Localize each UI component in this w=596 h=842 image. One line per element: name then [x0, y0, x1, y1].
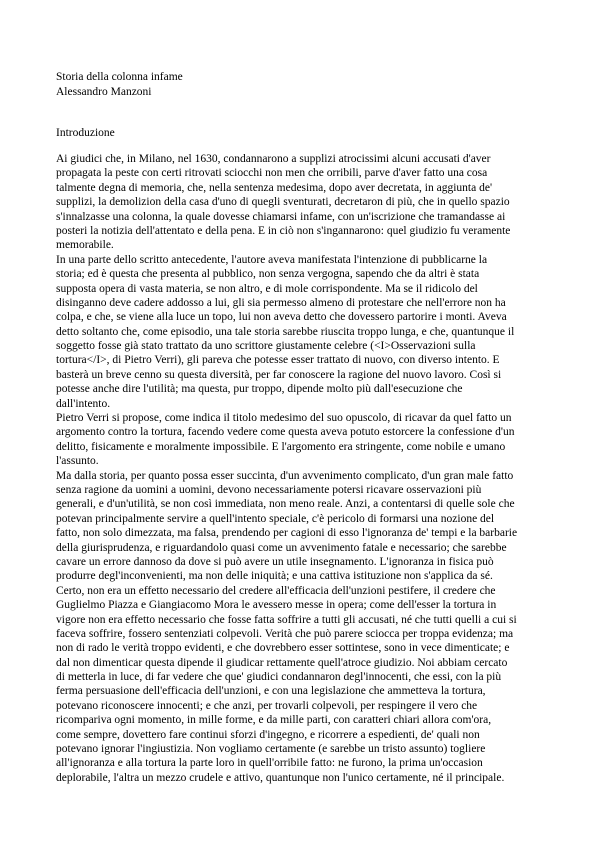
document-author: Alessandro Manzoni: [56, 85, 152, 98]
text-line: come sempre, dovettero fare continui sforzi d'ingegno, e ricorrere a espedienti, de' quali non: [56, 728, 480, 741]
text-line: s'innalzasse una colonna, la quale dovesse chiamarsi infame, con un'iscrizione che tramandasse ai: [56, 210, 506, 223]
text-line: Pietro Verri si propose, come indica il titolo medesimo del suo opuscolo, di ricavar da quel fatto un: [56, 412, 512, 425]
text-line: di metterla in luce, di far vedere che que' giudici condannaron degl'innocenti, che essi, con la più: [56, 671, 502, 684]
text-line: memorabile.: [56, 239, 114, 252]
text-line: deplorabile, l'altra un mezzo crudele e attivo, quantunque non l'unico certamente, né il principale.: [56, 771, 505, 784]
text-line: fatto, non solo dimezzata, ma falsa, prendendo per cagioni di esso l'ignoranza de' tempi e la barbarie: [56, 527, 518, 540]
text-line: Ai giudici che, in Milano, nel 1630, condannarono a supplizi atrocissimi alcuni accusati d'aver: [56, 153, 491, 165]
text-line: Guglielmo Piazza e Giangiacomo Mora le avessero messe in opera; come dell'esser la tortura in: [56, 599, 497, 612]
text-line: potevano riconoscere innocenti; e che anzi, per trovarli colpevoli, per respingere il vero che: [56, 699, 478, 712]
document-title: Storia della colonna infame: [56, 71, 183, 83]
body-text: [56, 152, 556, 785]
text-line: cavare un errore dannoso da dove si può avere un utile insegnamento. L'ignoranza in fisica può: [56, 555, 494, 568]
text-line: l'assunto.: [56, 455, 99, 468]
text-line: Ma dalla storia, per quanto possa esser succinta, d'un avvenimento complicato, d'un gran male fatto: [56, 469, 514, 482]
text-line: all'ignoranza e alla tortura la parte loro in quell'orribile fatto: ne furono, la prima un'occasion: [56, 757, 483, 770]
text-line: soggetto fosse già stato trattato da uno scrittore giustamente celebre (<I>Osservazioni sulla: [56, 340, 476, 353]
text-line: propagata la peste con certi ritrovati sciocchi non men che orribili, parve d'aver fatto una cosa: [56, 167, 488, 180]
text-line: dal non dimenticar questa dipende il giudicar rettamente quell'atroce giudizio. Noi abbiam cercato: [56, 656, 508, 669]
text-line: dall'intento.: [56, 397, 111, 410]
text-line: non di rado le verità troppo evidenti, e che dovrebbero esser sottintese, sono in vece dimenticate; e: [56, 642, 510, 655]
text-line: potevano ignorar l'ingiustizia. Non vogliamo certamente (e sarebbe un tristo assunto) togliere: [56, 743, 486, 756]
text-line: colpa, e che, se viene alla luce un topo, lui non aveva detto che dovessero partorire i monti. Aveva: [56, 311, 507, 324]
section-title: Introduzione: [56, 127, 115, 139]
text-line: della giurisprudenza, e riguardandolo quasi come un avvenimento fatale e necessario; che sarebbe: [56, 541, 507, 554]
text-line: ferma persuasione dell'efficacia dell'unzioni, e con una legislazione che ammetteva la tortura,: [56, 685, 486, 698]
text-line: In una parte dello scritto antecedente, l'autore aveva manifestata l'intenzione di pubblicarne la: [56, 253, 488, 266]
text-line: faceva soffrire, fossero sentenziati colpevoli. Verità che può parere sciocca per troppa evidenza; ma: [56, 627, 514, 640]
text-line: delitto, fisicamente e moralmente impossibile. E l'argomento era stringente, come nobile e umano: [56, 440, 506, 453]
text-line: produrre degl'inconvenienti, ma non delle iniquità; e una cattiva istituzione non s'applica da sé.: [56, 570, 493, 583]
document-header: [56, 70, 183, 99]
text-line: vigore non era effetto necessario che fosse fatta soffrire a tutti gli accusati, né che tutti quelli a cui si: [56, 613, 517, 626]
text-line: detto soltanto che, come episodio, una tale storia sarebbe riuscita troppo lunga, e che, quantunque il: [56, 325, 515, 338]
text-line: ricompariva ogni momento, in mille forme, e da mille parti, con caratteri chiari allora com'ora,: [56, 714, 492, 727]
text-line: basterà un breve cenno su questa diversità, per far conoscere la ragione del nuovo lavoro. Così si: [56, 368, 502, 381]
text-line: argomento contro la tortura, facendo vedere come questa aveva potuto estorcere la confessione d'un: [56, 426, 515, 439]
text-line: disinganno deve cadere addosso a lui, gli sia permesso almeno di protestare che nell'errore non ha: [56, 296, 506, 309]
text-line: potesse anche dire l'utilità; ma questa, pur troppo, dipende molto più dall'esecuzione che: [56, 383, 463, 396]
text-line: storia; ed è questa che presenta al pubblico, non senza vergogna, sapendo che da altri è stata: [56, 268, 480, 281]
text-line: posteri la notizia dell'attentato e della pena. E in ciò non s'ingannarono: quel giudizio fu veramente: [56, 224, 511, 237]
text-line: senza ragione da uomini a uomini, devono necessariamente potersi ricavare osservazioni più: [56, 483, 482, 496]
text-line: supposta opera di vasta materia, se non altro, e di mole corrispondente. Ma se il ridicolo del: [56, 282, 478, 295]
text-line: tortura</I>, di Pietro Verri), gli pareva che potesse esser trattato di nuovo, con diverso intento. E: [56, 354, 500, 367]
text-line: Certo, non era un effetto necessario del credere all'efficacia dell'unzioni pestifere, il credere che: [56, 584, 496, 597]
text-line: talmente degna di memoria, che, nella sentenza medesima, dopo aver decretata, in aggiunta de': [56, 181, 493, 194]
text-line: potevan principalmente servire a quell'intento speciale, c'è pericolo di formarsi una nozione del: [56, 512, 495, 525]
text-line: supplizi, la demolizion della casa d'uno di quegli sventurati, decretaron di più, che in quello spazio: [56, 196, 510, 209]
text-line: generali, e d'un'utilità, se non così immediata, non meno reale. Anzi, a contentarsi di quelle sole che: [56, 498, 515, 511]
